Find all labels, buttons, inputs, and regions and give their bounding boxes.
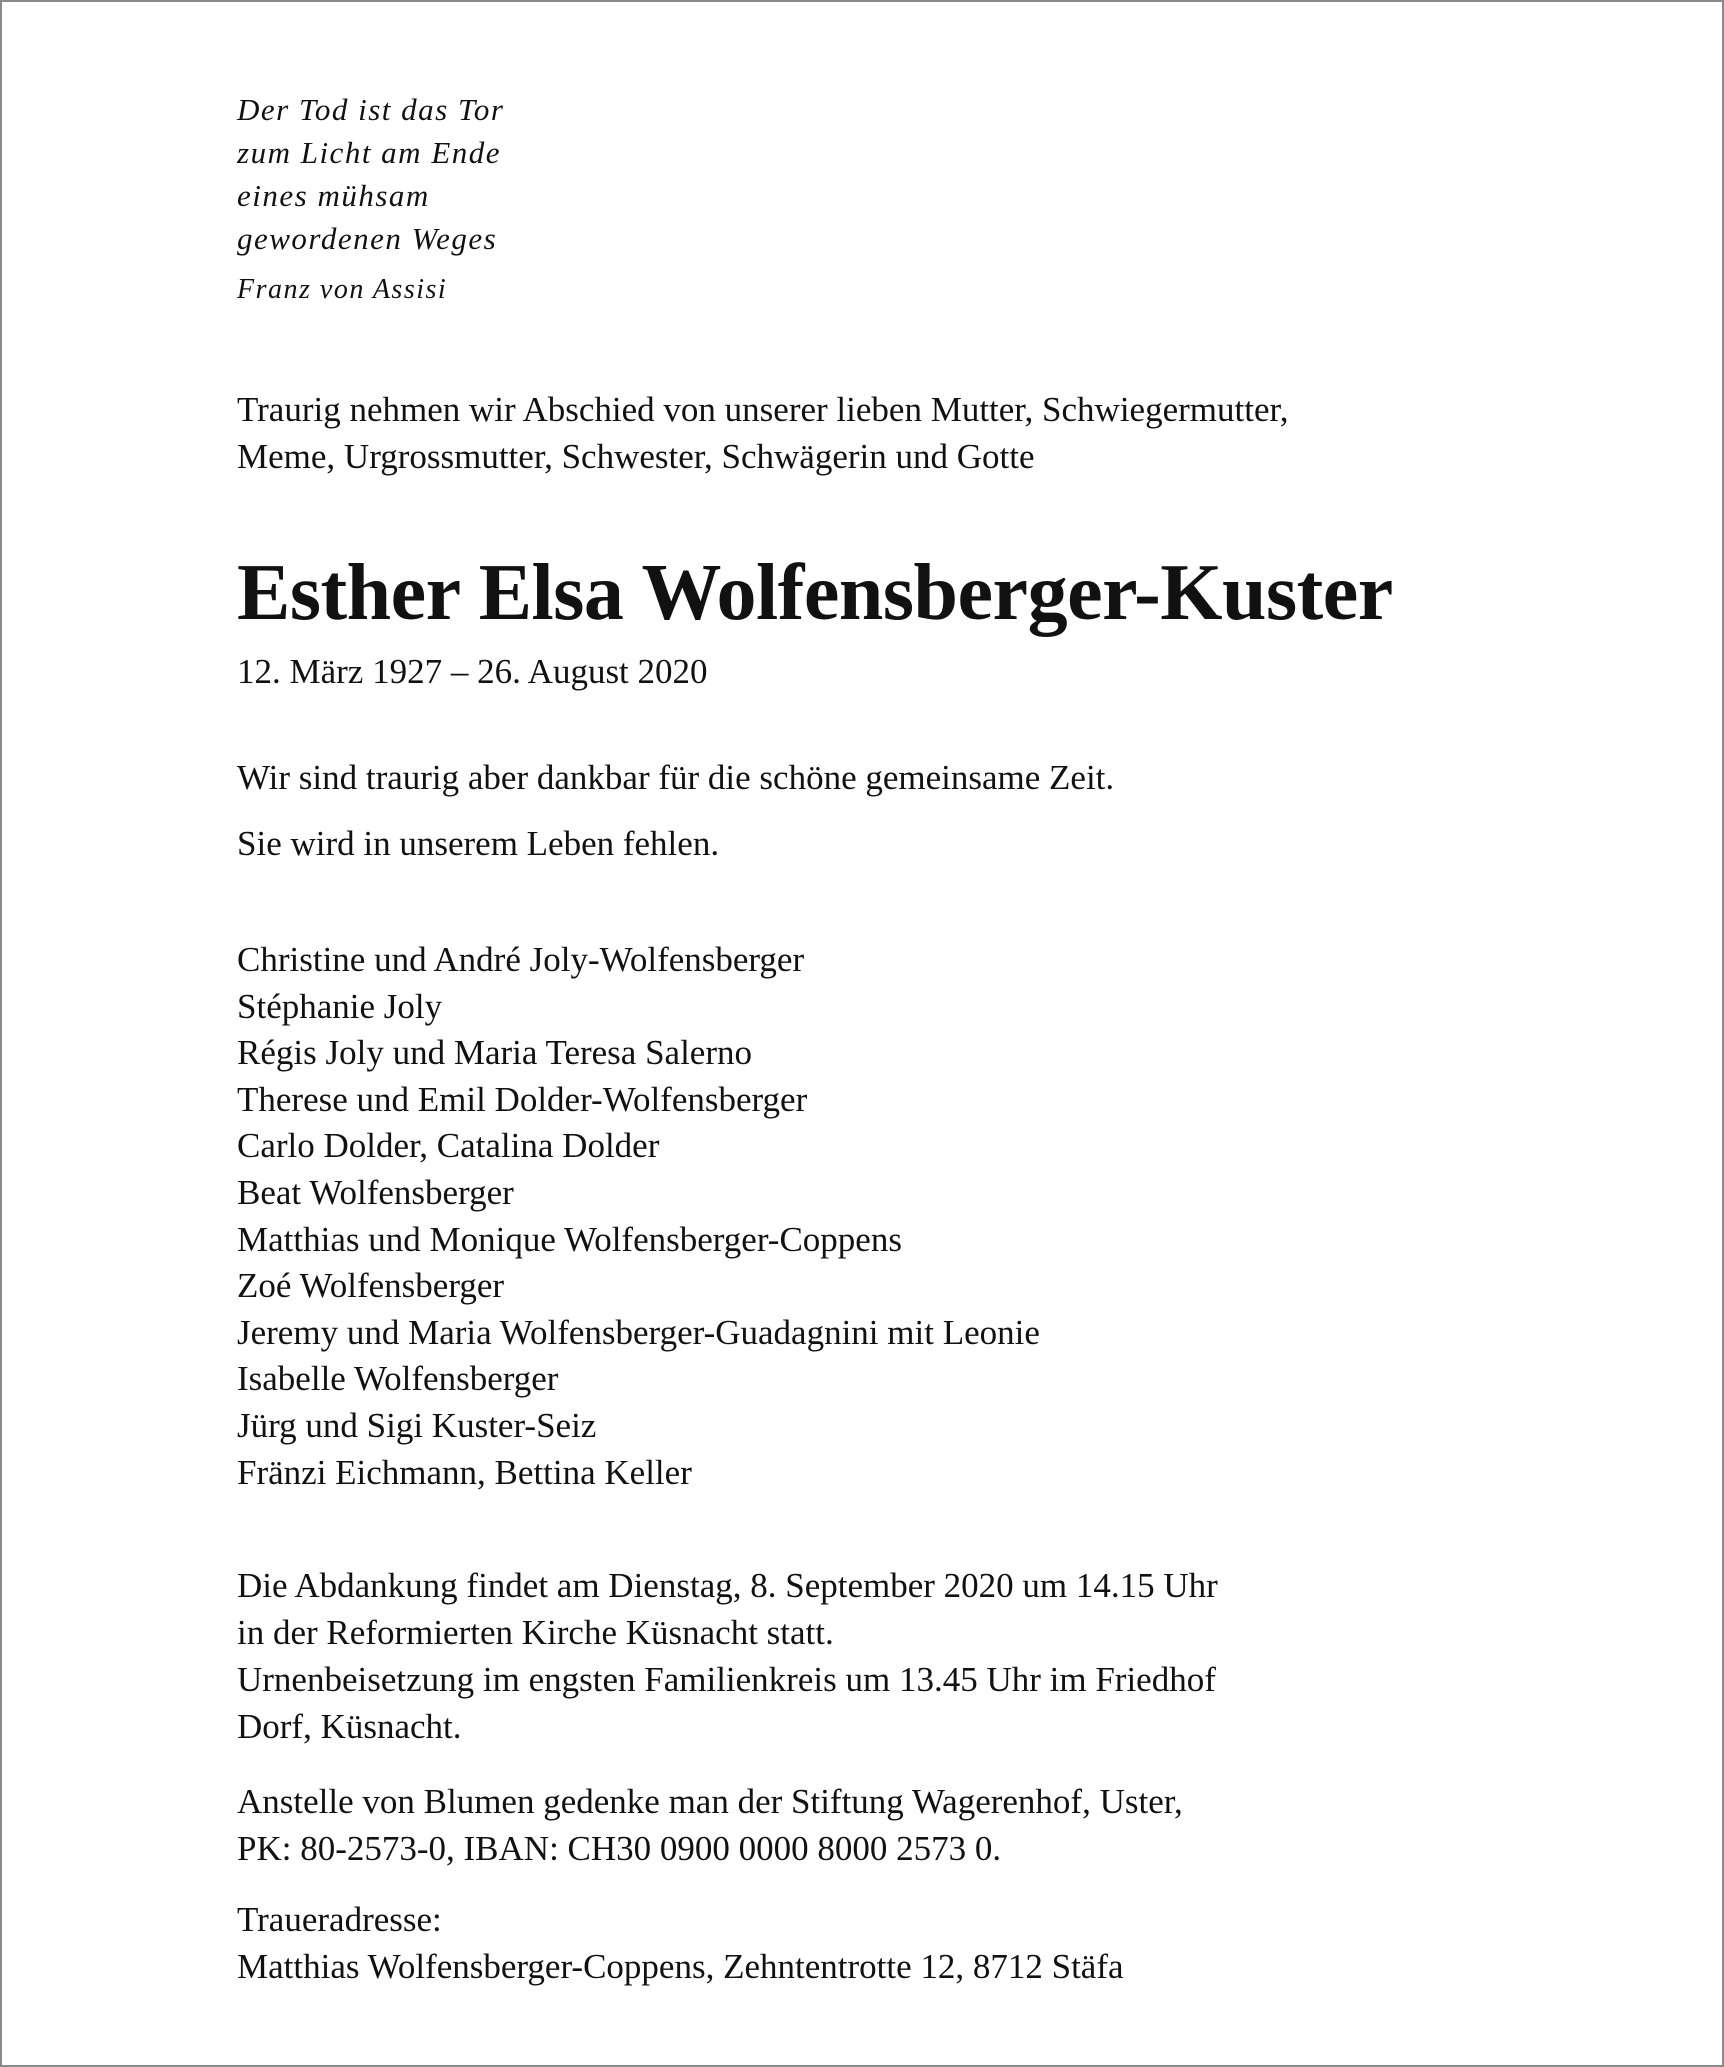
thanks-line: Wir sind traurig aber dankbar für die schöne gemeinsame Zeit. xyxy=(237,758,1115,797)
address-value: Matthias Wolfensberger-Coppens, Zehntentrotte 12, 8712 Stäfa xyxy=(237,1947,1124,1986)
ceremony-line: Dorf, Küsnacht. xyxy=(237,1707,462,1746)
motto-line: eines mühsam xyxy=(237,178,430,213)
address-label: Traueradresse: xyxy=(237,1900,442,1939)
intro-line: Traurig nehmen wir Abschied von unserer lieben Mutter, Schwiegermutter, xyxy=(237,390,1289,429)
family-member: Isabelle Wolfensberger xyxy=(237,1359,559,1399)
family-member: Régis Joly und Maria Teresa Salerno xyxy=(237,1033,752,1073)
ceremony-line: Urnenbeisetzung im engsten Familienkreis um 13.45 Uhr im Friedhof xyxy=(237,1660,1216,1699)
ceremony-info xyxy=(237,1562,1218,1750)
ceremony-line: in der Reformierten Kirche Küsnacht statt. xyxy=(237,1613,834,1652)
intro-line: Meme, Urgrossmutter, Schwester, Schwägerin und Gotte xyxy=(237,437,1035,476)
family-member: Fränzi Eichmann, Bettina Keller xyxy=(237,1452,692,1492)
family-member: Carlo Dolder, Catalina Dolder xyxy=(237,1126,660,1166)
thanks-line: Sie wird in unserem Leben fehlen. xyxy=(237,824,720,863)
motto-line: gewordenen Weges xyxy=(237,221,498,256)
family-member: Therese und Emil Dolder-Wolfensberger xyxy=(237,1079,808,1119)
family-list xyxy=(237,937,1040,1496)
family-member: Beat Wolfensberger xyxy=(237,1172,514,1212)
mourning-address xyxy=(237,1896,1124,1990)
donation-line: Anstelle von Blumen gedenke man der Stiftung Wagerenhof, Uster, xyxy=(237,1782,1183,1821)
motto-line: Der Tod ist das Tor xyxy=(237,92,505,127)
family-member: Jeremy und Maria Wolfensberger-Guadagnini mit Leonie xyxy=(237,1312,1040,1352)
family-member: Zoé Wolfensberger xyxy=(237,1266,505,1306)
family-member: Matthias und Monique Wolfensberger-Coppens xyxy=(237,1219,902,1259)
deceased-name: Esther Elsa Wolfensberger-Kuster xyxy=(237,549,1393,637)
motto-author: Franz von Assisi xyxy=(237,274,448,305)
family-member: Jürg und Sigi Kuster-Seiz xyxy=(237,1405,597,1445)
family-member: Stéphanie Joly xyxy=(237,986,443,1026)
intro-text xyxy=(237,386,1289,480)
donation-info xyxy=(237,1778,1183,1872)
motto-line: zum Licht am Ende xyxy=(237,135,502,170)
donation-line: PK: 80-2573-0, IBAN: CH30 0900 0000 8000 2573 0. xyxy=(237,1829,1002,1868)
motto-quote xyxy=(237,88,504,260)
family-member: Christine und André Joly-Wolfensberger xyxy=(237,940,805,979)
life-dates: 12. März 1927 – 26. August 2020 xyxy=(237,652,708,691)
ceremony-line: Die Abdankung findet am Dienstag, 8. September 2020 um 14.15 Uhr xyxy=(237,1566,1218,1605)
